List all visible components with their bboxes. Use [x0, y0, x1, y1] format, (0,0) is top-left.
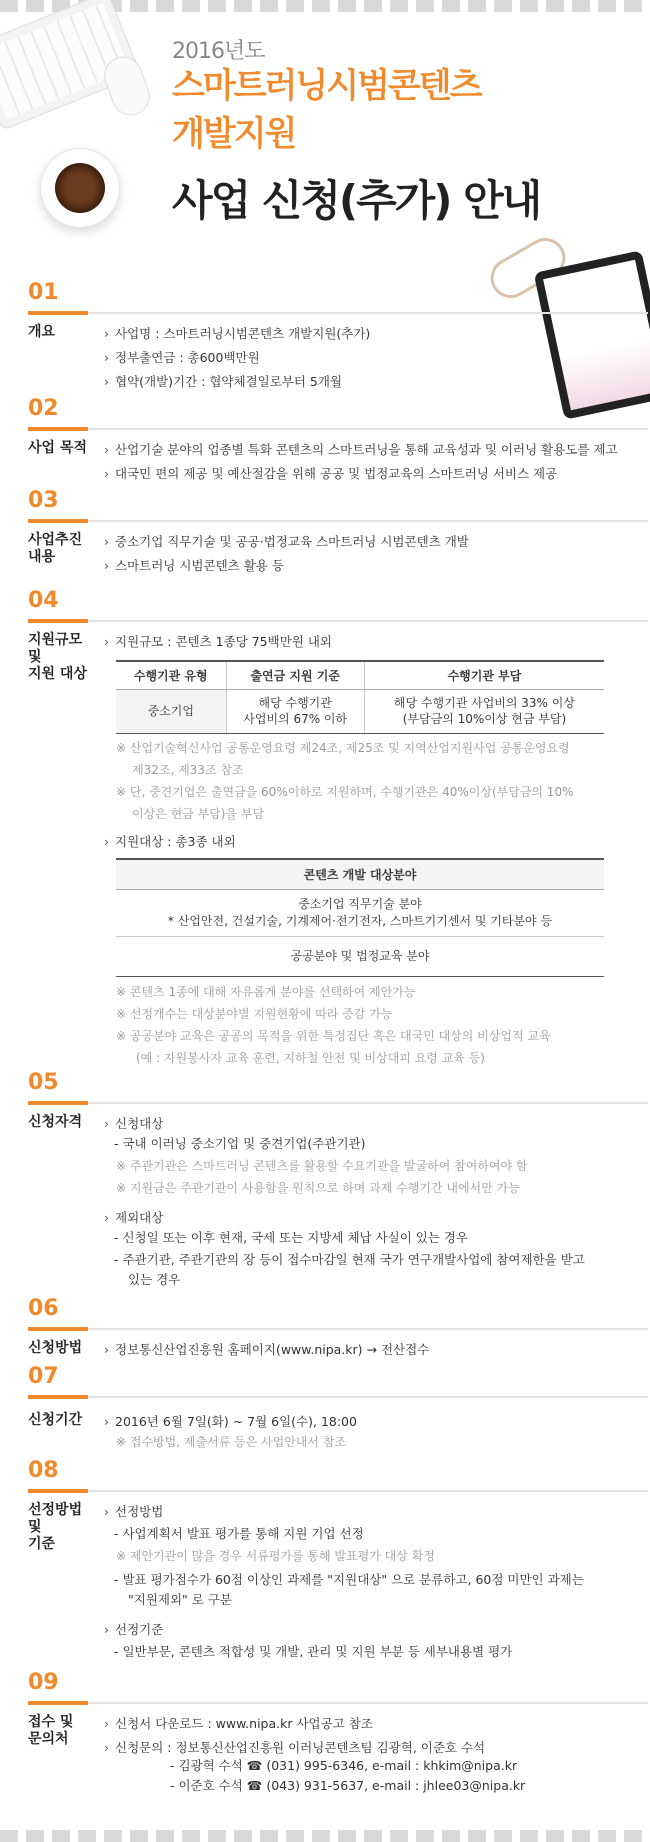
section-03-label: 사업추진 내용 — [28, 532, 83, 565]
list-item: › 대국민 편의 제공 및 예산절감을 위해 공공 및 법정교육의 스마트러닝 서비스 제공 — [104, 466, 558, 481]
list-item: › 제외대상 — [104, 1210, 164, 1225]
section-divider — [28, 1490, 648, 1492]
section-divider — [28, 428, 648, 430]
contact-line: - 이준호 수석 ☎ (043) 931-5637, e-mail : jhlee03@nipa.kr — [170, 1778, 526, 1793]
note-text: ※ 접수방법, 제출서류 등은 사업안내서 참조 — [116, 1435, 347, 1449]
list-item: › 선정방법 — [104, 1504, 164, 1519]
target-field-table — [116, 858, 604, 977]
list-item: › 신청서 다운로드 : www.nipa.kr 사업공고 참조 — [104, 1716, 373, 1731]
table-cell: 중소기업 직무기술 분야 * 산업안전, 건설기술, 기계제어·전기전자, 스마트기기센서 및 기타분야 등 — [116, 889, 604, 936]
table-header: 수행기관 부담 — [364, 661, 604, 689]
section-divider — [28, 312, 648, 314]
section-divider — [28, 1396, 648, 1398]
title-highlight — [172, 62, 480, 158]
dash-item: 있는 경우 — [128, 1272, 181, 1287]
title-line1: 스마트러닝시범콘텐츠 — [172, 66, 481, 106]
section-04-number: 04 — [28, 588, 59, 613]
section-06-label: 신청방법 — [28, 1340, 83, 1356]
section-08-number: 08 — [28, 1458, 59, 1483]
section-divider — [28, 1702, 648, 1704]
title-year: 2016년도 — [172, 39, 265, 64]
table-cell: 중소기업 — [116, 689, 226, 733]
page-title: 사업 신청(추가) 안내 — [172, 176, 541, 225]
section-01-number: 01 — [28, 280, 59, 305]
table-header: 출연금 지원 기준 — [226, 661, 364, 689]
table-cell: 해당 수행기관 사업비의 67% 이하 — [226, 689, 364, 733]
table-row — [116, 689, 604, 733]
note-text: (예 : 자원봉사자 교육 훈련, 지하철 안전 및 비상대피 요령 교육 등) — [136, 1051, 485, 1065]
dash-item: - 국내 이러닝 중소기업 및 중견기업(주관기관) — [114, 1136, 366, 1151]
table-row — [116, 936, 604, 976]
note-text: ※ 공공분야 교육은 공공의 목적을 위한 특정집단 혹은 대국민 대상의 비상업적 교육 — [116, 1029, 551, 1043]
contact-line: - 김광혁 수석 ☎ (031) 995-6346, e-mail : khkim@nipa.kr — [170, 1758, 518, 1773]
list-item: › 정보통신산업진흥원 홈페이지(www.nipa.kr) → 전산접수 — [104, 1342, 430, 1357]
note-text: 이상은 현금 부담)을 부담 — [132, 807, 265, 821]
list-item: › 스마트러닝 시범콘텐츠 활용 등 — [104, 558, 284, 573]
dash-item: - 사업계획서 발표 평가를 통해 지원 기업 선정 — [114, 1526, 364, 1541]
list-item: › 산업기술 분야의 업종별 특화 콘텐츠의 스마트러닝을 통해 교육성과 및 이러닝 활용도를 제고 — [104, 442, 618, 457]
note-text: 제32조, 제33조 참조 — [132, 763, 244, 777]
list-item: › 지원규모 : 콘텐츠 1종당 75백만원 내외 — [104, 634, 332, 649]
list-item: › 중소기업 직무기술 및 공공·법정교육 스마트러닝 시범콘텐츠 개발 — [104, 534, 469, 549]
list-item: › 협약(개발)기간 : 협약체결일로부터 5개월 — [104, 374, 343, 389]
section-09-number: 09 — [28, 1670, 59, 1695]
section-02-label: 사업 목적 — [28, 440, 87, 456]
table-header: 수행기관 유형 — [116, 661, 226, 689]
note-text: ※ 제안기관이 많을 경우 서류평가를 통해 발표평가 대상 확정 — [116, 1549, 435, 1563]
table-row — [116, 889, 604, 936]
list-item: › 2016년 6월 7일(화) ~ 7월 6일(수), 18:00 — [104, 1414, 357, 1429]
section-07-number: 07 — [28, 1364, 59, 1389]
note-text: ※ 콘텐츠 1종에 대해 자유롭게 분야를 선택하여 제안가능 — [116, 985, 416, 999]
coffee-cup-image — [40, 148, 120, 228]
section-06-number: 06 — [28, 1296, 59, 1321]
note-text: ※ 지원금은 주관기관이 사용함을 원칙으로 하며 과제 수행기간 내에서만 가능 — [116, 1181, 520, 1195]
title-line2: 개발지원 — [172, 114, 296, 154]
section-05-label: 신청자격 — [28, 1114, 83, 1130]
list-item: › 정부출연금 : 총600백만원 — [104, 350, 260, 365]
table-cell: 해당 수행기관 사업비의 33% 이상 (부담금의 10%이상 현금 부담) — [364, 689, 604, 733]
dash-item: "지원제외" 로 구분 — [128, 1592, 232, 1607]
note-text: ※ 단, 중견기업은 출연금을 60%이하로 지원하며, 수행기관은 40%이상(부담금의 10% — [116, 785, 574, 799]
note-text: ※ 주관기관은 스마트러닝 콘텐츠를 활용할 수요기관을 발굴하여 참여하여야 함 — [116, 1159, 528, 1173]
table-header: 콘텐츠 개발 대상분야 — [116, 859, 604, 889]
list-item: › 선정기준 — [104, 1622, 164, 1637]
note-text: ※ 선정개수는 대상분야별 지원현황에 따라 증감 가능 — [116, 1007, 393, 1021]
list-item: › 신청대상 — [104, 1116, 164, 1131]
dash-item: - 발표 평가점수가 60점 이상인 과제를 "지원대상" 으로 분류하고, 60점 미만인 과제는 — [114, 1572, 584, 1587]
support-ratio-table — [116, 660, 604, 734]
table-cell: 공공분야 및 법정교육 분야 — [116, 936, 604, 976]
list-item: › 사업명 : 스마트러닝시범콘텐츠 개발지원(추가) — [104, 326, 371, 341]
tablet-chart-image — [534, 250, 650, 420]
section-divider — [28, 520, 648, 522]
dash-item: - 일반부문, 콘텐츠 적합성 및 개발, 관리 및 지원 부분 등 세부내용별 평가 — [114, 1644, 513, 1659]
section-04-label: 지원규모 및 지원 대상 — [28, 632, 87, 682]
bottom-stripe-border — [0, 1830, 650, 1842]
list-item: › 지원대상 : 총3종 내외 — [104, 834, 236, 849]
section-03-number: 03 — [28, 488, 59, 513]
section-05-number: 05 — [28, 1070, 59, 1095]
section-divider — [28, 1328, 648, 1330]
section-01-label: 개요 — [28, 324, 56, 340]
list-item: › 신청문의 : 정보통신산업진흥원 이러닝콘텐츠팀 김광혁, 이준호 수석 — [104, 1740, 486, 1755]
section-divider — [28, 1102, 648, 1104]
section-divider — [28, 620, 648, 622]
section-09-label: 접수 및 문의처 — [28, 1714, 74, 1747]
note-text: ※ 산업기술혁신사업 공통운영요령 제24조, 제25조 및 지역산업지원사업 공통운영요령 — [116, 741, 570, 755]
section-07-label: 신청기간 — [28, 1412, 83, 1428]
section-02-number: 02 — [28, 396, 59, 421]
section-08-label: 선정방법 및 기준 — [28, 1502, 83, 1552]
dash-item: - 신청일 또는 이후 현재, 국세 또는 지방세 체납 사실이 있는 경우 — [114, 1230, 469, 1245]
dash-item: - 주관기관, 주관기관의 장 등이 접수마감일 현재 국가 연구개발사업에 참여제한을 받고 — [114, 1252, 585, 1267]
